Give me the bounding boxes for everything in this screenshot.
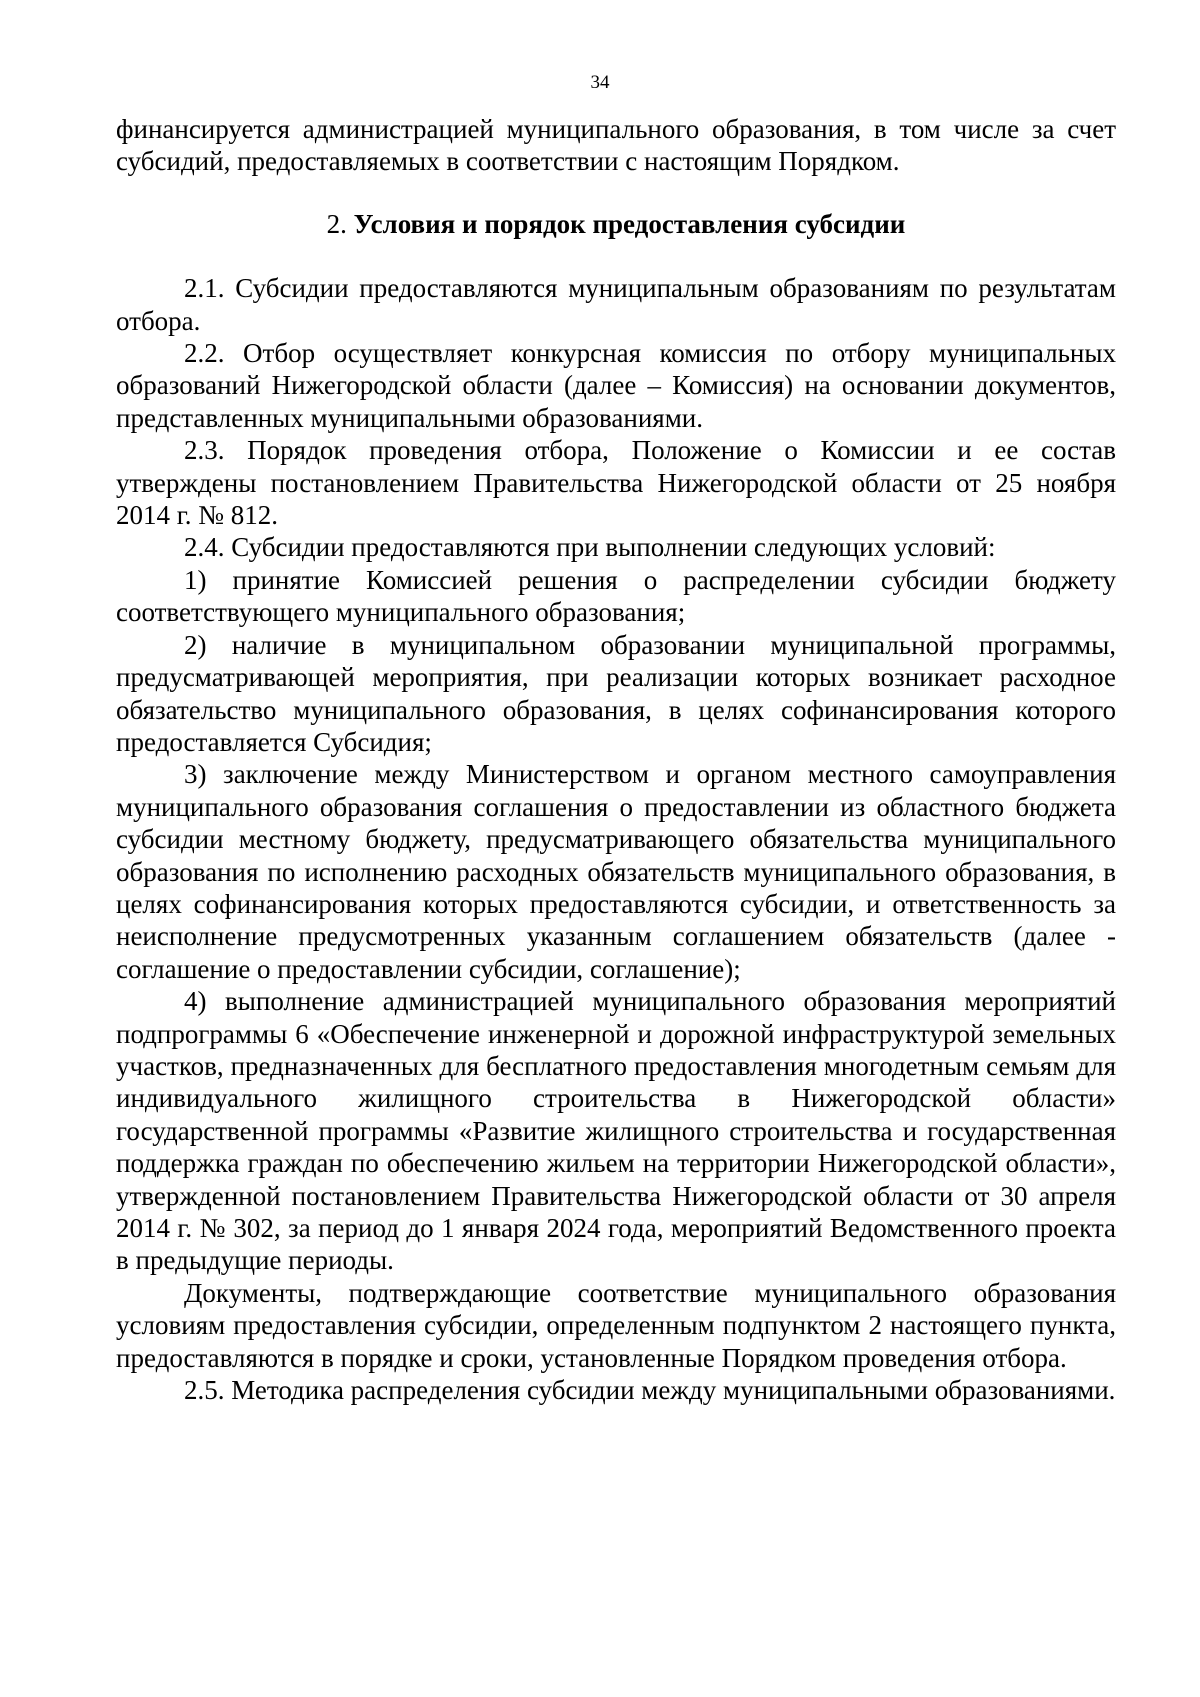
paragraph-2-5: 2.5. Методика распределения субсидии между муниципальными образованиями.	[184, 1375, 1116, 1406]
condition-2: 2) наличие в муниципальном образовании муниципальной программы, предусматривающей мероприятия, при реализации которых возникает расходное обязательство муниципального образования, в целях софинансирования которого предоставляется Субсидия;	[116, 629, 1116, 757]
intro-paragraph: финансируется администрацией муниципального образования, в том числе за счет субсидий, предоставляемых в соответствии с настоящим Порядком.	[116, 114, 1116, 177]
condition-4: 4) выполнение администрацией муниципального образования мероприятий подпрограммы 6 «Обеспечение инженерной и дорожной инфраструктурой земельных участков, предназначенных для бесплатного предоставления многодетным семьям для индивидуального жилищного строительства в Нижегородской области» государственной программы «Развитие жилищного строительства и государственная поддержка граждан по обеспечению жильем на территории Нижегородской области», утвержденной постановлением Правительства Нижегородской области от 30 апреля 2014 г. № 302, за период до 1 января 2024 года, мероприятий Ведомственного проекта в предыдущие периоды.	[116, 986, 1116, 1276]
section-title: Условия и порядок предоставления субсидии	[353, 208, 906, 239]
documents-paragraph: Документы, подтверждающие соответствие муниципального образования условиям предоставления субсидии, определенным подпунктом 2 настоящего пункта, предоставляются в порядке и сроки, установленные Порядком проведения отбора.	[116, 1277, 1116, 1373]
page-number: 34	[590, 72, 610, 93]
paragraph-2-1: 2.1. Субсидии предоставляются муниципальным образованиям по результатам отбора.	[116, 273, 1116, 336]
paragraph-2-4: 2.4. Субсидии предоставляются при выполнении следующих условий:	[184, 532, 996, 563]
paragraph-2-2: 2.2. Отбор осуществляет конкурсная комиссия по отбору муниципальных образований Нижегородской области (далее – Комиссия) на основании документов, представленных муниципальными образованиями.	[116, 338, 1116, 433]
paragraph-2-3: 2.3. Порядок проведения отбора, Положение о Комиссии и ее состав утверждены постановлением Правительства Нижегородской области от 25 ноября 2014 г. № 812.	[116, 435, 1116, 531]
condition-3: 3) заключение между Министерством и органом местного самоуправления муниципального образования соглашения о предоставлении из областного бюджета субсидии местному бюджету, предусматривающего обязательства муниципального образования по исполнению расходных обязательств муниципального образования, в целях софинансирования которых предоставляются субсидии, и ответственность за неисполнение предусмотренных указанным соглашением обязательств (далее - соглашение о предоставлении субсидии, соглашение);	[116, 759, 1116, 984]
condition-1: 1) принятие Комиссией решения о распределении субсидии бюджету соответствующего муниципального образования;	[116, 564, 1116, 628]
section-number: 2.	[326, 208, 347, 239]
section-heading	[116, 178, 1116, 272]
document-body	[116, 113, 1116, 1406]
